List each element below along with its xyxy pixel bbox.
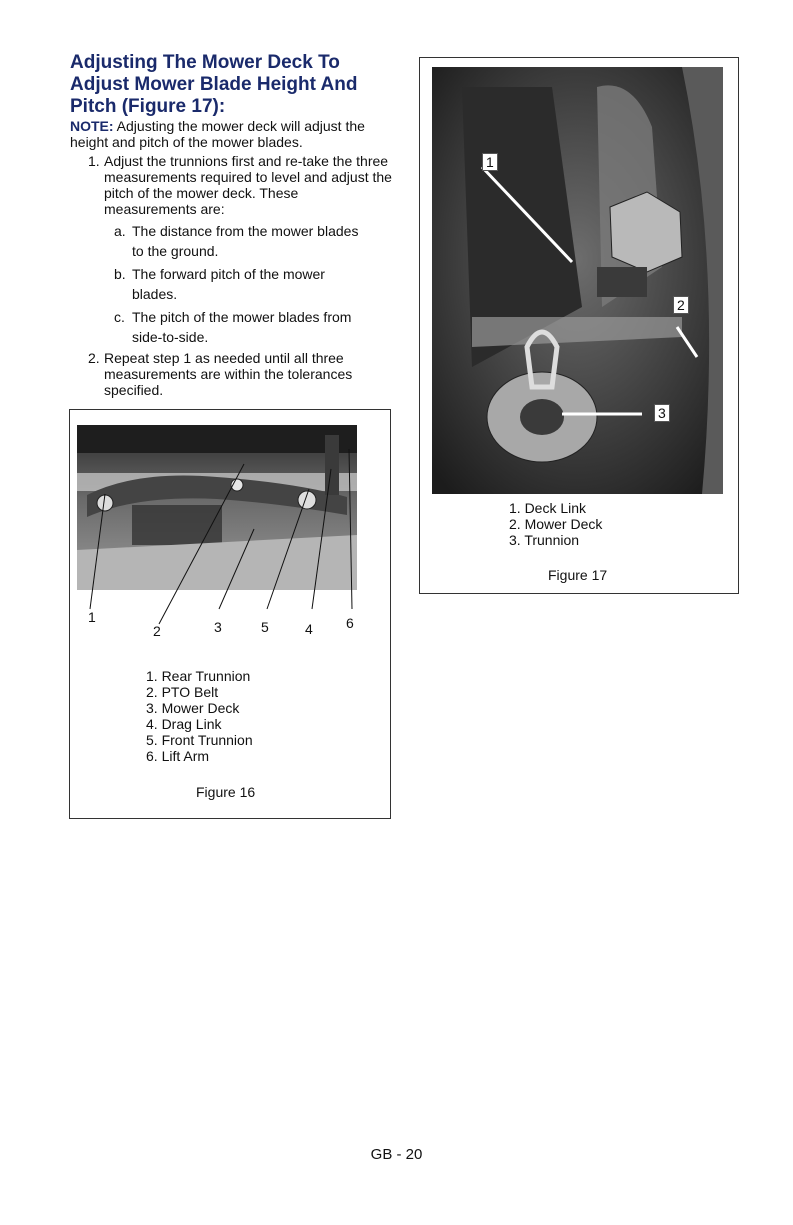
step-number: 2. [88,350,100,366]
figure-17-legend [509,500,602,548]
figure-17-caption: Figure 17 [548,567,608,583]
fig16-callout-5: 5 [261,619,269,635]
note-paragraph [70,118,395,150]
fig17-callout-3: 3 [654,404,670,422]
note-label: NOTE: [70,118,114,134]
fig16-callout-3: 3 [214,619,222,635]
figure-16-caption: Figure 16 [196,784,256,800]
legend-item: 3. Trunnion [509,532,580,548]
step-text: Repeat step 1 as needed until all three measurements are within the tolerances specified. [104,350,353,398]
substep-letter: b. [114,266,126,282]
substep-text: The distance from the mower blades to the ground. [132,223,359,259]
page-number: GB - 20 [370,1146,423,1163]
figure-17-photo [432,67,723,494]
substep-letter: a. [114,223,126,239]
legend-item: 6. Lift Arm [146,748,210,764]
note-text: Adjusting the mower deck will adjust the height and pitch of the mower blades. [70,118,365,150]
fig16-callout-6: 6 [346,615,354,631]
fig16-callout-1: 1 [88,609,96,625]
step-number: 1. [88,153,100,169]
step-1 [88,153,396,219]
legend-item: 5. Front Trunnion [146,732,253,748]
figure-16-legend [146,668,253,764]
fig17-callout-1: 1 [482,153,498,171]
legend-item: 1. Rear Trunnion [146,668,251,684]
section-heading: Adjusting The Mower Deck To Adjust Mower Blade Height And Pitch (Figure 17): [70,52,358,117]
legend-item: 3. Mower Deck [146,700,240,716]
substep-text: The forward pitch of the mower blades. [132,266,325,302]
legend-item: 2. PTO Belt [146,684,219,700]
step-text: Adjust the trunnions first and re-take the three measurements required to level and adjust the pitch of the mower deck. These measurements are: [104,153,392,217]
fig16-callout-4: 4 [305,621,313,637]
substep-text: The pitch of the mower blades from side-to-side. [132,309,352,345]
figure-16-leader-lines [69,409,391,649]
legend-item: 2. Mower Deck [509,516,603,532]
legend-item: 1. Deck Link [509,500,587,516]
legend-item: 4. Drag Link [146,716,222,732]
substep-letter: c. [114,309,125,325]
fig16-callout-2: 2 [153,623,161,639]
fig17-callout-2: 2 [673,296,689,314]
step-2 [88,350,396,400]
